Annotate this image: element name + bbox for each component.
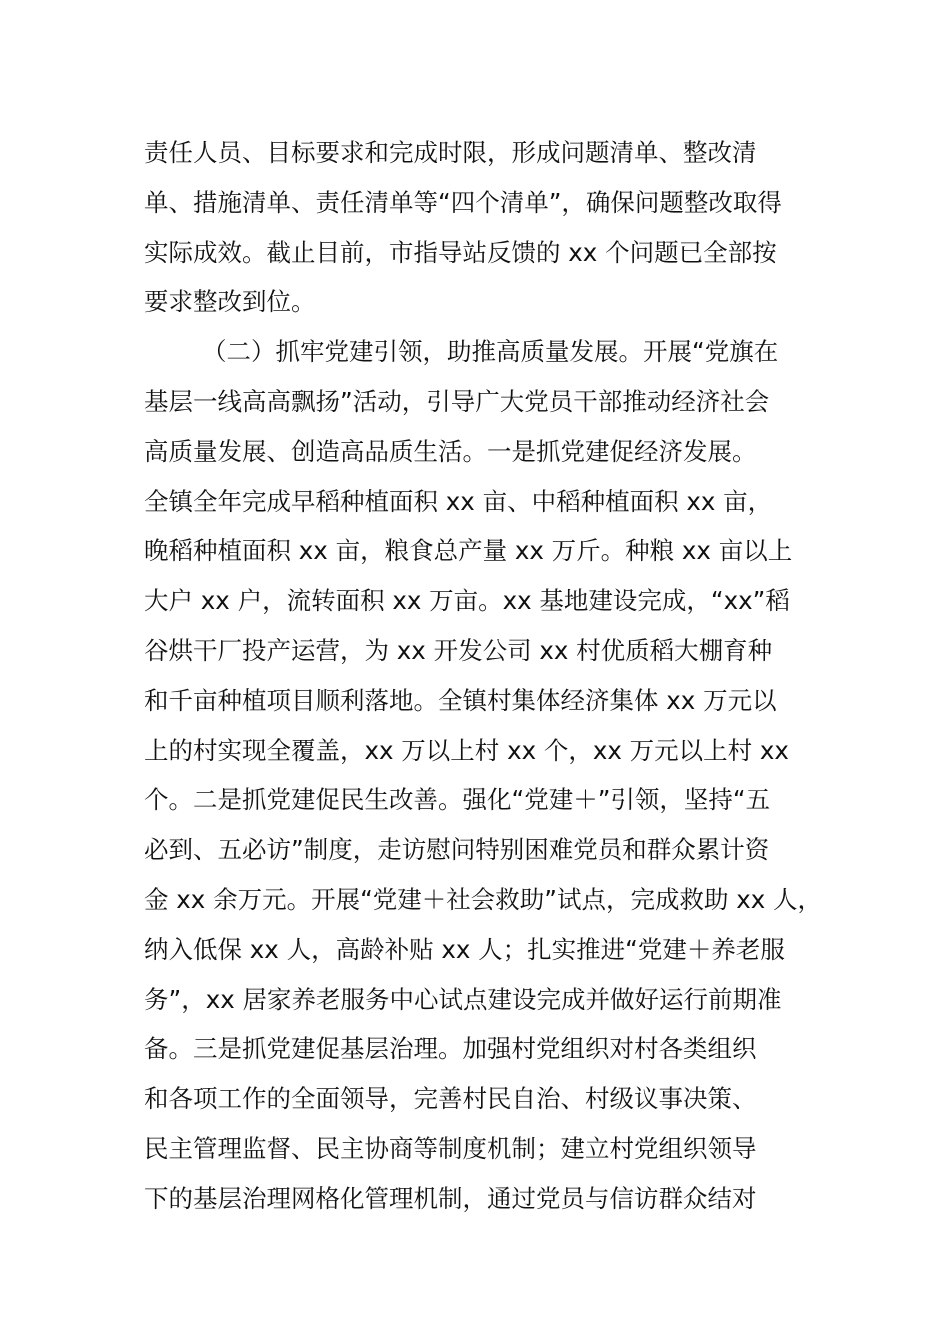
text-line: 单、措施清单、责任清单等“四个清单”，确保问题整改取得 (144, 187, 782, 217)
text-line: 和各项工作的全面领导，完善村民自治、村级议事决策、 (144, 1084, 757, 1114)
text-line: 谷烘干厂投产运营，为 xx 开发公司 xx 村优质稻大棚育种 (144, 635, 773, 665)
text-line: 晚稻种植面积 xx 亩，粮食总产量 xx 万斤。种粮 xx 亩以上 (144, 536, 793, 566)
text-line: 下的基层治理网格化管理机制，通过党员与信访群众结对 (144, 1183, 757, 1213)
body-text (144, 128, 844, 1224)
text-line: 备。三是抓党建促基层治理。加强村党组织对村各类组织 (144, 1034, 757, 1064)
text-line: 上的村实现全覆盖，xx 万以上村 xx 个，xx 万元以上村 xx (144, 735, 789, 765)
text-line: 必到、五必访”制度，走访慰问特别困难党员和群众累计资 (144, 835, 770, 865)
text-line: 要求整改到位。 (144, 287, 316, 317)
text-line: 金 xx 余万元。开展“党建＋社会救助”试点，完成救助 xx 人， (144, 884, 823, 914)
text-line: 责任人员、目标要求和完成时限，形成问题清单、整改清 (144, 138, 757, 167)
text-line: 基层一线高高飘扬”活动，引导广大党员干部推动经济社会 (144, 386, 770, 416)
text-line: 大户 xx 户，流转面积 xx 万亩。xx 基地建设完成，“xx”稻 (144, 586, 790, 616)
text-line: 民主管理监督、民主协商等制度机制；建立村党组织领导 (144, 1133, 757, 1163)
section-heading-line: （二）抓牢党建引领，助推高质量发展。开展“党旗在 (202, 337, 779, 367)
text-line: 高质量发展、创造高品质生活。一是抓党建促经济发展。 (144, 436, 757, 466)
text-line: 实际成效。截止目前，市指导站反馈的 xx 个问题已全部按 (144, 237, 777, 267)
text-line: 纳入低保 xx 人，高龄补贴 xx 人；扎实推进“党建＋养老服 (144, 934, 785, 964)
text-line: 和千亩种植项目顺利落地。全镇村集体经济集体 xx 万元以 (144, 685, 777, 715)
text-line: 全镇全年完成早稻种植面积 xx 亩、中稻种植面积 xx 亩， (144, 486, 773, 516)
text-line: 务”，xx 居家养老服务中心试点建设完成并做好运行前期准 (144, 984, 782, 1014)
text-line: 个。二是抓党建促民生改善。强化“党建＋”引领，坚持“五 (144, 785, 771, 815)
